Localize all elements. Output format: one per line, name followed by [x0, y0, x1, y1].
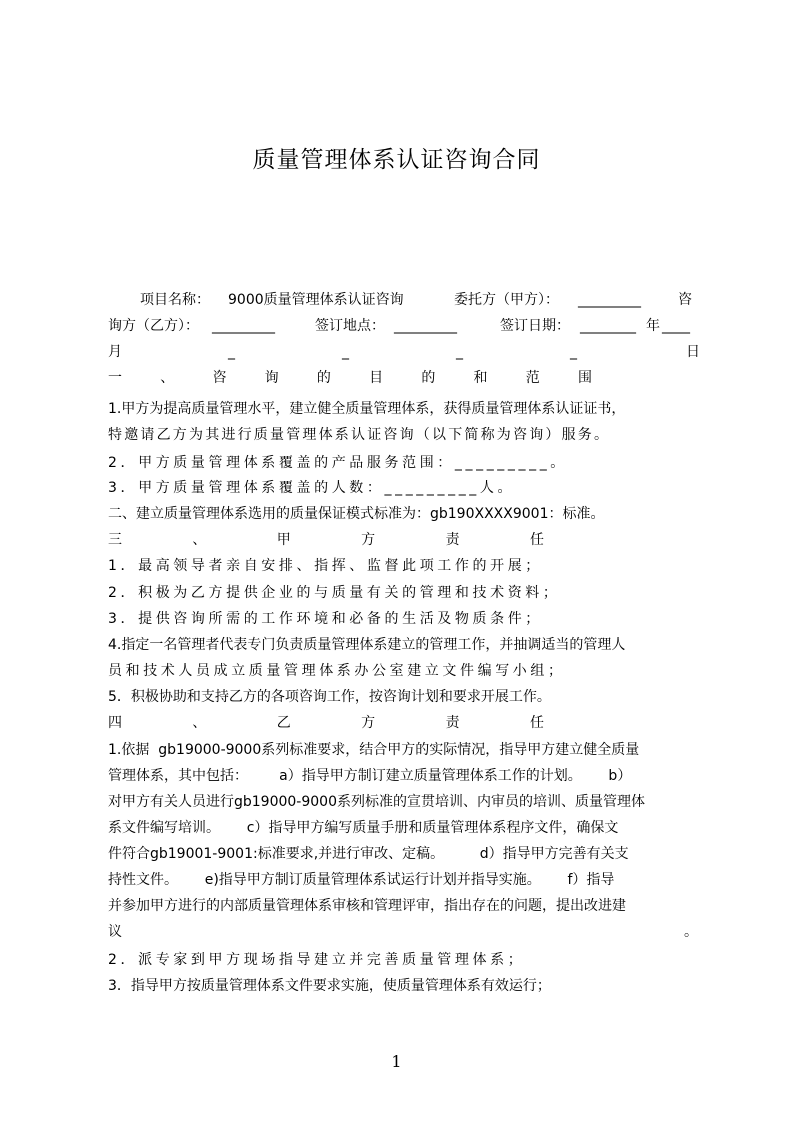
s1-paragraph-1b: 特邀请乙方为其进行质量管理体系认证咨询（以下简称为咨询）服务。	[108, 427, 611, 443]
heading-char: 方	[361, 715, 376, 731]
s4-line-8-end: 。	[684, 924, 698, 940]
heading-char: 四	[108, 715, 122, 731]
heading-char: 责	[445, 532, 460, 548]
page-number: 1	[391, 1052, 402, 1071]
heading-char: 范	[525, 370, 540, 386]
project-label: 项目名称：	[140, 292, 210, 308]
s4-paragraph-1-line-4: 系文件编写培训。 c）指导甲方编写质量手册和质量管理体系程序文件，确保文	[108, 820, 619, 836]
s4-paragraph-1-line-5: 件符合gb19001-9001:标准要求,并进行审改、定稿。 d）指导甲方完善有关支	[108, 846, 629, 862]
header-line-3	[108, 339, 698, 365]
s4-paragraph-3: 3．指导甲方按质量管理体系文件要求实施，使质量管理体系有效运行；	[108, 978, 551, 994]
s4-paragraph-1-line-7: 并参加甲方进行的内部质量管理体系审核和管理评审，指出存在的问题，提出改进建	[108, 898, 626, 914]
s3-paragraph-4b: 员和技术人员成立质量管理体系办公室建立文件编写小组；	[108, 663, 566, 679]
heading-char: 、	[192, 532, 207, 548]
s1-paragraph-1a: 1.甲方为提高质量管理水平，建立健全质量管理体系，获得质量管理体系认证证书，	[108, 401, 626, 417]
place-blank: _________	[394, 318, 457, 334]
heading-char: 的	[421, 370, 436, 386]
heading-char: 乙	[276, 715, 291, 731]
heading-char: 、	[192, 715, 207, 731]
client-blank: _________	[578, 292, 641, 308]
document-title: 质量管理体系认证咨询合同	[252, 147, 541, 173]
heading-char: 的	[316, 370, 331, 386]
blank-mark: _	[342, 344, 349, 360]
section-1-heading	[108, 365, 592, 391]
s3-paragraph-5: 5．积极协助和支持乙方的各项咨询工作，按咨询计划和要求开展工作。	[108, 689, 551, 705]
section-2: 二、建立质量管理体系选用的质量保证模式标准为：gb190XXXX9001：标准。	[108, 506, 605, 522]
s1-paragraph-2: 2．甲方质量管理体系覆盖的产品服务范围：_________。	[108, 455, 568, 471]
s1-paragraph-3: 3．甲方质量管理体系覆盖的人数：_________人。	[108, 480, 516, 496]
s4-paragraph-2: 2．派专家到甲方现场指导建立并完善质量管理体系；	[108, 952, 526, 968]
heading-char: 围	[577, 370, 592, 386]
s4-paragraph-1-line-2: 管理体系，其中包括： a）指导甲方制订建立质量管理体系工作的计划。 b）	[108, 768, 632, 784]
month-label: 月	[108, 344, 122, 360]
header-line-1	[108, 287, 698, 313]
s3-paragraph-1: 1．最高领导者亲自安排、指挥、监督此项工作的开展；	[108, 558, 543, 574]
s4-paragraph-1-line-1: 1.依据 gb19000-9000系列标准要求，结合甲方的实际情况，指导甲方建立健全质量	[108, 742, 640, 758]
consultant-label-start: 咨	[678, 292, 692, 308]
date-blank: ________	[580, 318, 636, 334]
consultant-blank: _________	[212, 318, 275, 334]
place-label: 签订地点：	[315, 318, 385, 334]
heading-char: 目	[369, 370, 384, 386]
heading-char: 咨	[212, 370, 227, 386]
s4-paragraph-1-line-8	[108, 919, 698, 945]
consultant-label: 询方（乙方）：	[108, 318, 199, 334]
blank-mark: _	[228, 344, 235, 360]
blank-mark: _	[570, 344, 577, 360]
section-3-heading	[108, 527, 544, 553]
heading-char: 三	[108, 532, 122, 548]
s3-paragraph-2: 2．积极为乙方提供企业的与质量有关的管理和技术资料；	[108, 585, 561, 601]
s3-paragraph-3: 3．提供咨询所需的工作环境和必备的生活及物质条件；	[108, 611, 543, 627]
s4-paragraph-1-line-3: 对甲方有关人员进行gb19000-9000系列标准的宣贯培训、内审员的培训、质量管理体	[108, 794, 645, 810]
heading-char: 责	[445, 715, 460, 731]
client-label: 委托方（甲方）：	[454, 292, 559, 308]
s3-paragraph-4a: 4.指定一名管理者代表专门负责质量管理体系建立的管理工作，并抽调适当的管理人	[108, 637, 626, 653]
project-value: 9000质量管理体系认证咨询	[228, 292, 404, 308]
heading-char: 任	[529, 715, 544, 731]
heading-char: 、	[160, 370, 175, 386]
contract-body	[108, 287, 698, 1022]
heading-char: 方	[361, 532, 376, 548]
heading-char: 甲	[276, 532, 291, 548]
heading-char: 一	[108, 370, 122, 386]
year-blank: ____	[662, 318, 690, 334]
heading-char: 任	[529, 532, 544, 548]
section-4-heading	[108, 710, 544, 736]
header-line-2	[108, 313, 698, 339]
day-label: 日	[686, 344, 700, 360]
s4-paragraph-1-line-6: 持性文件。 e)指导甲方制订质量管理体系试运行计划并指导实施。 f）指导	[108, 872, 615, 888]
blank-mark: _	[456, 344, 463, 360]
date-label: 签订日期：	[500, 318, 570, 334]
year-label: 年	[646, 318, 660, 334]
heading-char: 询	[264, 370, 279, 386]
s4-line-8-start: 议	[108, 924, 122, 940]
heading-char: 和	[473, 370, 488, 386]
